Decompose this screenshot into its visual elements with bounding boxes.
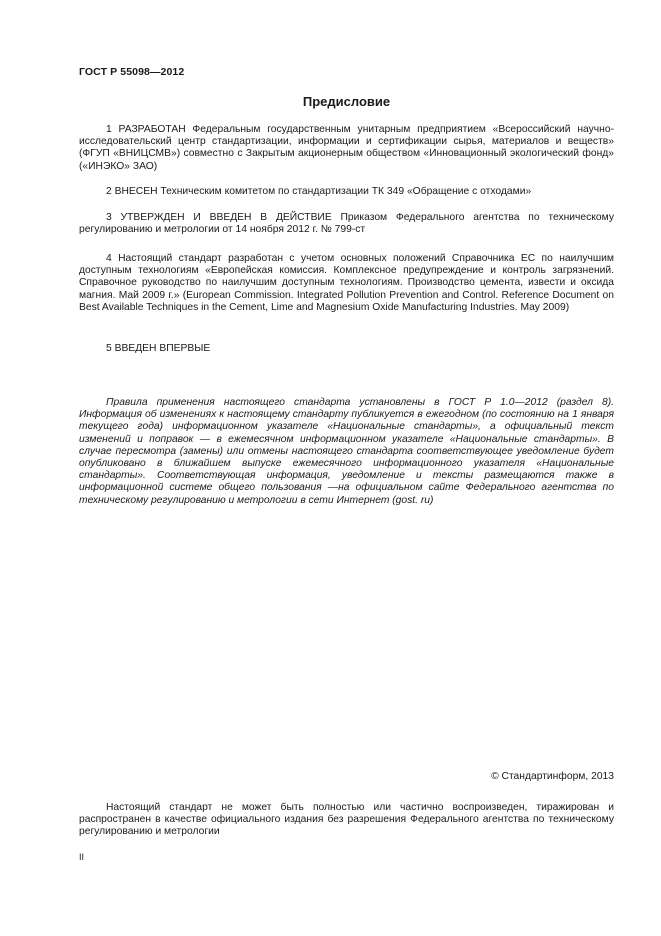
paragraph-1: 1 РАЗРАБОТАН Федеральным государственным унитарным предприятием «Всероссийский научно-исследовательский центр стандартизации, информации и сертификации сырья, материалов и веществ» (ФГУП «ВНИЦСМВ») совместно с Закрытым акционерным обществом «Инновационный экологический фонд» («ИНЭКО» ЗАО): [79, 124, 614, 172]
document-code: ГОСТ Р 55098—2012: [79, 66, 185, 78]
paragraph-2: 2 ВНЕСЕН Техническим комитетом по стандартизации ТК 349 «Обращение с отходами»: [106, 186, 532, 197]
reproduction-notice: Настоящий стандарт не может быть полностью или частично воспроизведен, тиражирован и распространен в качестве официального издания без разрешения Федерального агентства по техническому регулированию и метрологии: [79, 802, 614, 838]
page-number: II: [79, 852, 85, 862]
application-notice: Правила применения настоящего стандарта установлены в ГОСТ Р 1.0—2012 (раздел 8). Информация об изменениях к настоящему стандарту публикуется в ежегодном (по состоянию на 1 января текущего года) информационном указателе «Национальные стандарты», а официальный текст изменений и поправок — в ежемесячном информационном указателе «Национальные стандарты». В случае пересмотра (замены) или отмены настоящего стандарта соответствующее уведомление будет опубликовано в ближайшем выпуске ежемесячного информационного указателя «Национальные стандарты». Соответствующая информация, уведомление и тексты размещаются также в информационной системе общего пользования —на официальном сайте Федерального агентства по техническому регулированию и метрологии в сети Интернет (gost. ru): [79, 397, 614, 506]
paragraph-5: 5 ВВЕДЕН ВПЕРВЫЕ: [106, 343, 211, 354]
paragraph-4: 4 Настоящий стандарт разработан с учетом основных положений Справочника ЕС по наилучшим доступным технологиям «Европейская комиссия. Комплексное предупреждение и контроль загрязнений. Справочное руководство по наилучшим доступным технологиям. Производство цемента, извести и оксида магния. Май 2009 г.» (European Commission. Integrated Pollution Prevention and Control. Reference Document on Best Available Techniques in the Cement, Lime and Magnesium Oxide Manufacturing Industries. May 2009): [79, 253, 614, 313]
section-title: Предисловие: [302, 94, 391, 109]
copyright: © Стандартинформ, 2013: [491, 771, 614, 782]
paragraph-3: 3 УТВЕРЖДЕН И ВВЕДЕН В ДЕЙСТВИЕ Приказом Федерального агентства по техническому регулированию и метрологии от 14 ноября 2012 г. № 799-ст: [79, 212, 614, 236]
